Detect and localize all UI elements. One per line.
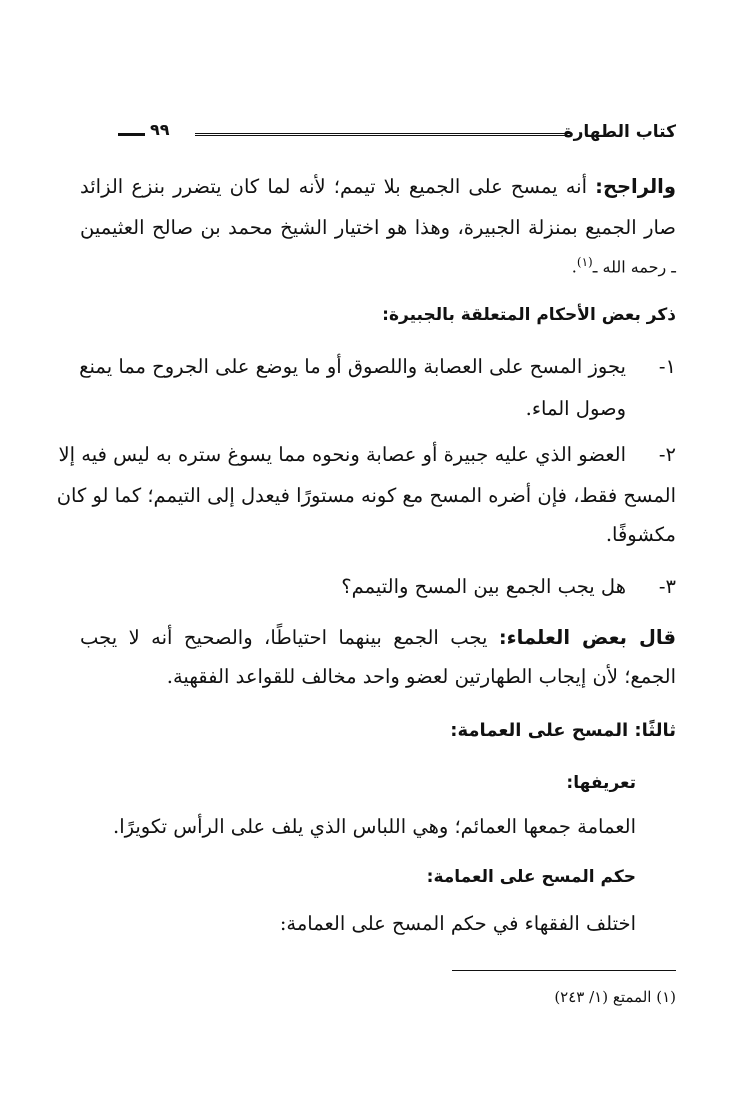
list-number: ١- (658, 355, 676, 378)
text-line: والراجح: أنه يمسح على الجميع بلا تيمم؛ لأنه لما كان يتضرر بنزع الزائد (80, 175, 676, 198)
list-item-line: مكشوفًا. (605, 523, 676, 546)
header-title: كتاب الطهارة (563, 122, 676, 142)
text-line: العمامة جمعها العمائم؛ وهي اللباس الذي يلف على الرأس تكويرًا. (113, 815, 636, 838)
text-line: اختلف الفقهاء في حكم المسح على العمامة: (279, 912, 636, 935)
list-item-line: وصول الماء. (525, 397, 626, 420)
sub-heading: تعريفها: (566, 773, 636, 793)
sub-heading: حكم المسح على العمامة: (426, 867, 636, 887)
list-item-line: هل يجب الجمع بين المسح والتيمم؟ (341, 575, 626, 598)
header-rule-short (118, 133, 145, 136)
footnote: (١) الممتع (١/ ٢٤٣) (554, 988, 676, 1006)
footnote-rule (452, 970, 676, 971)
list-number: ٢- (658, 443, 676, 466)
text-line: الجمع؛ لأن إيجاب الطهارتين لعضو واحد مخالف للقواعد الفقهية. (166, 665, 676, 688)
list-item-line: العضو الذي عليه جبيرة أو عصابة ونحوه مما يسوغ ستره به ليس فيه إلا (58, 443, 626, 466)
section-heading: ذكر بعض الأحكام المتعلقة بالجبيرة: (382, 305, 676, 325)
page-number: ٩٩ (150, 120, 170, 139)
text-line: قال بعض العلماء: يجب الجمع بينهما احتياطًا، والصحيح أنه لا يجب (80, 626, 676, 649)
footnote-ref: (١) (576, 255, 593, 269)
section-heading: ثالثًا: المسح على العمامة: (450, 720, 676, 741)
lead-term: والراجح: (595, 175, 676, 198)
text-line: ـ رحمه الله ـ$^{(١)}$. (571, 255, 676, 277)
header-rule (195, 133, 570, 136)
lead-term: قال بعض العلماء: (498, 626, 676, 649)
text-line: صار الجميع بمنزلة الجبيرة، وهذا هو اختيار الشيخ محمد بن صالح العثيمين (80, 216, 676, 239)
list-number: ٣- (658, 575, 676, 598)
list-item-line: يجوز المسح على العصابة واللصوق أو ما يوضع على الجروح مما يمنع (79, 355, 626, 378)
list-item-line: المسح فقط، فإن أضره المسح مع كونه مستورًا فيعدل إلى التيمم؛ كما لو كان (56, 484, 676, 507)
